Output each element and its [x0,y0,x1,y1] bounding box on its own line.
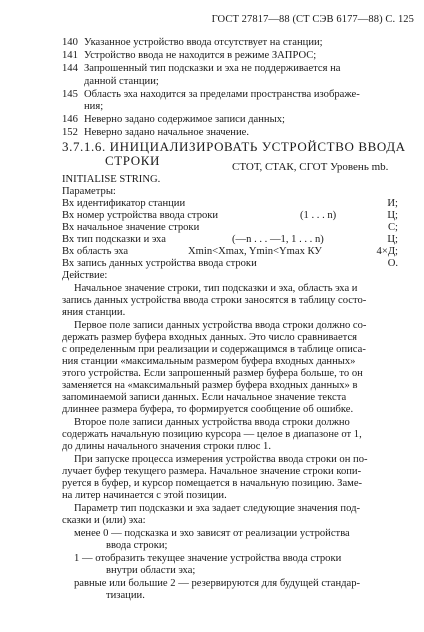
body-line: Начальное значение строки, тип подсказки и эха, область эха и [74,283,358,294]
error-item-152: 152 Неверно задано начальное значение. [62,127,249,138]
value-item: равные или большие 2 — резервируются для будущей стандар- [74,578,361,589]
value-item: 1 — отобразить текущее значение устройства ввода строки [74,553,342,564]
error-item-145: 145 Область эха находится за пределами пространства изображе- [62,89,360,100]
body-line: запись данных устройства ввода строки заносятся в таблицу состо- [62,295,367,306]
param-type: С; [387,222,398,233]
param-type: Ц; [387,234,398,245]
section-heading-cont: СТРОКИ [105,153,161,168]
body-line: Первое поле записи данных устройства ввода строки должно со- [74,320,367,331]
value-item-cont: тизации. [106,590,145,601]
error-item-140: 140 Указанное устройство ввода отсутствует на станции; [62,37,323,48]
body-line: лучает буфер текущего размера. Начальное значение строки копи- [62,466,362,477]
section-heading: 3.7.1.6. ИНИЦИАЛИЗИРОВАТЬ УСТРОЙСТВО ВВОДА [62,139,406,154]
body-line: запоминаемой записи данных. Если начальное значение текста [62,392,347,403]
param-range: Xmin<Xmax, Ymin<Ymax КУ [188,246,322,257]
error-item-145-cont: ния; [84,101,104,112]
param-range: (—n . . . —1, 1 . . . n) [232,234,324,245]
body-line: При запуске процесса измерения устройства ввода строки он по- [74,454,368,465]
section-levels: СТОТ, СТАК, СГОТ Уровень mb. [232,161,389,173]
param-row: Вх начальное значение строки [62,222,200,233]
body-line: на литер начинается с этой позиции. [62,490,227,501]
param-type: Ц; [387,210,398,221]
param-row: Вх тип подсказки и эха [62,234,166,245]
param-row: Вх номер устройства ввода строки [62,210,219,221]
param-type: О. [387,258,398,269]
section-english-name: INITIALISE STRING. [62,174,161,185]
body-line: руется в буфер, и курсор помещается в начальную позицию. Заме- [62,478,363,489]
action-label: Действие: [62,270,108,281]
param-type: И; [387,198,398,209]
body-line: содержать начальную позицию курсора — целое в диапазоне от 1, [62,429,362,440]
param-range: (1 . . . n) [300,210,337,221]
body-line: держать размер буфера входных данных. Это число сравнивается [62,332,358,343]
page-header: ГОСТ 27817—88 (СТ СЭВ 6177—88) С. 125 [211,14,414,25]
error-item-141: 141 Устройство ввода не находится в режиме ЗАПРОС; [62,50,317,61]
body-line: до длины начального значения строки плюс 1. [62,441,272,452]
body-line: Параметр тип подсказки и эха задает следующие значения под- [74,503,361,514]
body-line: ния станции «максимальным размером буфера входных данных» [62,356,356,367]
error-item-144-cont: данной станции; [84,76,159,87]
body-line: яния станции. [62,307,126,318]
body-line: сказки и (или) эха: [62,515,146,526]
body-line: с определенным при реализации и содержащимся в таблице описа- [62,344,366,355]
param-row: Вх запись данных устройства ввода строки [62,258,257,269]
value-item-cont: внутри области эха; [106,565,196,576]
param-row: Вх область эха [62,246,129,257]
params-label: Параметры: [62,186,116,197]
param-row: Вх идентификатор станции [62,198,186,209]
error-item-144: 144 Запрошенный тип подсказки и эха не поддерживается на [62,63,341,74]
body-line: длиннее размера буфера, то формируется сообщение об ошибке. [62,404,354,415]
value-item: менее 0 — подсказка и эхо зависят от реализации устройства [74,528,350,539]
param-type: 4×Д; [376,246,398,257]
body-line: этого устройства. Если запрошенный размер буфера больше, то он [62,368,363,379]
error-item-146: 146 Неверно задано содержимое записи данных; [62,114,285,125]
body-line: заменяется на «максимальный размер буфера входных данных» в [62,380,358,391]
body-line: Второе поле записи данных устройства ввода строки должно [74,417,350,428]
value-item-cont: ввода строки; [106,540,168,551]
